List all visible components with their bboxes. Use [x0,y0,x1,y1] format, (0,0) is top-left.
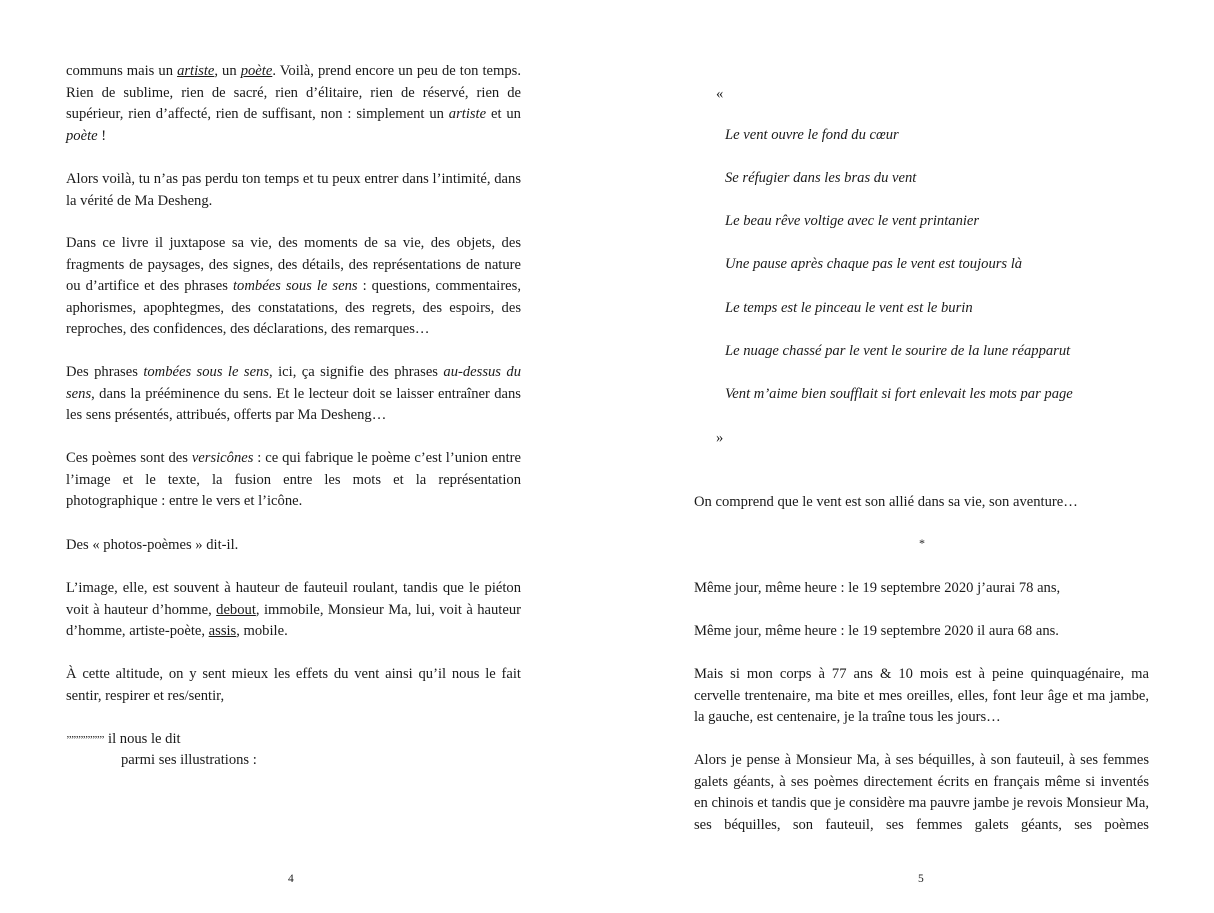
text-span: , ici, ça signifie des phrases [269,364,444,380]
emphasis-poete: poète [240,63,273,79]
right-page [607,0,1214,913]
text-span: communs mais un [66,63,178,79]
paragraph-8 [66,664,521,707]
paragraph-5 [66,448,521,513]
emphasis: versicônes [191,450,254,466]
paragraph-r1 [694,492,1149,514]
paragraph-2 [66,169,521,212]
underlined-assis: assis [208,623,237,640]
paragraph-text: Alors je pense à Monsieur Ma, à ses béquilles, à son fauteuil, à ses femmes galets géants, à ses poèmes directement écrits en français même si inventés en chinois et tandis que je considère ma pauvre jambe je revois Monsieur Ma, ses béquilles, son fauteuil, ses femmes galets géants, ses poèmes [694,752,1149,833]
text-span: et un [486,106,521,123]
illustrations-line [121,750,257,772]
paragraph-r5 [694,750,1149,836]
poem-line-4: Une pause après chaque pas le vent est toujours là [725,256,1023,272]
page-number-right: 5 [918,873,924,885]
text-span: , immobile, Monsieur Ma, lui, voit à hauteur d’homme, artiste-poète, [66,601,521,640]
paragraph-7 [66,578,521,643]
paragraph-text: Même jour, même heure : le 19 septembre 2020 il aura 68 ans. [694,623,1059,639]
poem-line-3: Le beau rêve voltige avec le vent printanier [725,213,980,229]
emphasis: au-dessus du sens [66,364,521,402]
emphasis: tombées sous le sens [233,278,358,295]
poem-line-6: Le nuage chassé par le vent le sourire de la lune réapparut [725,343,1071,359]
text-span: ! [97,127,107,144]
section-star: * [919,536,925,550]
poem-line-7: Vent m’aime bien soufflait si fort enlevait les mots par page [725,386,1073,402]
page-number-left: 4 [288,873,294,885]
emphasis-artiste-2: artiste [448,106,487,123]
text-span: Dans ce livre il juxtapose sa vie, des moments de sa vie, des objets, des fragments de paysages, des signes, des détails, des représentations de nature ou d’artifice et des phrases [66,235,521,295]
paragraph-r2 [694,578,1149,600]
quote-marks: ’’’’’’’’’’’’’’’’ [66,734,105,746]
text-span: : ce qui fabrique le poème c’est l’union entre l’image et le texte, la fusion entre les mots et la représentation photographique : entre le vers et l’icône. [66,450,521,510]
poem-line-1: Le vent ouvre le fond du cœur [725,127,899,143]
text-span: L’image, elle, est souvent à hauteur de fauteuil roulant, tandis que le piéton voit à hauteur d’homme, [66,580,521,618]
quote-marks-line [66,729,181,752]
text-span: , dans la prééminence du sens. Et le lecteur doit se laisser entraîner dans les sens présentés, attribués, offerts par Ma Desheng… [66,385,521,424]
text-span: Ces poèmes sont des [66,450,192,466]
paragraph-text: Alors voilà, tu n’as pas perdu ton temps et tu peux entrer dans l’intimité, dans la vérité de Ma Desheng. [66,171,521,209]
paragraph-3 [66,233,521,341]
paragraph-text: Mais si mon corps à 77 ans & 10 mois est à peine quinquagénaire, ma cervelle trentenaire, ma bite et mes oreilles, elles, font leur âge et ma jambe, la gauche, est centenaire, je la traîne tous les jours… [694,666,1149,726]
paragraph-text: À cette altitude, on y sent mieux les effets du vent ainsi qu’il nous le fait sentir, respirer et res/sentir, [66,666,521,704]
text-span: , mobile. [236,623,288,640]
text-span: . Voilà, prend encore un peu de ton temps. Rien de sublime, rien de sacré, rien d’élitaire, rien de réservé, rien de supérieur, rien d’affecté, rien de suffisant, non : simplement un [66,63,521,123]
text-span: : questions, commentaires, aphorismes, apophtegmes, des constatations, des regrets, des espoirs, des reproches, des confidences, des déclarations, des remarques… [66,278,521,338]
paragraph-4 [66,362,521,427]
emphasis-artiste: artiste [177,63,215,79]
paragraph-r3 [694,621,1149,643]
text-span: , un [214,63,241,79]
text-span: Des phrases [66,364,144,380]
poem-line-5: Le temps est le pinceau le vent est le burin [725,300,973,316]
paragraph-1 [66,61,521,147]
close-guillemet: » [716,430,724,446]
line-il-nous-le-dit: il nous le dit [104,731,181,747]
emphasis-poete-2: poète [66,127,98,144]
open-guillemet: « [716,86,724,102]
underlined-debout: debout [216,601,256,618]
paragraph-text: Même jour, même heure : le 19 septembre 2020 j’aurai 78 ans, [694,580,1061,596]
paragraph-text: Des « photos-poèmes » dit-il. [66,537,239,553]
poem-line-2: Se réfugier dans les bras du vent [725,170,917,186]
paragraph-text: On comprend que le vent est son allié dans sa vie, son aventure… [694,494,1078,510]
line-parmi-ses-illustrations: parmi ses illustrations : [121,752,257,768]
paragraph-r4 [694,664,1149,729]
emphasis: tombées sous le sens [143,364,270,380]
paragraph-6 [66,535,521,557]
